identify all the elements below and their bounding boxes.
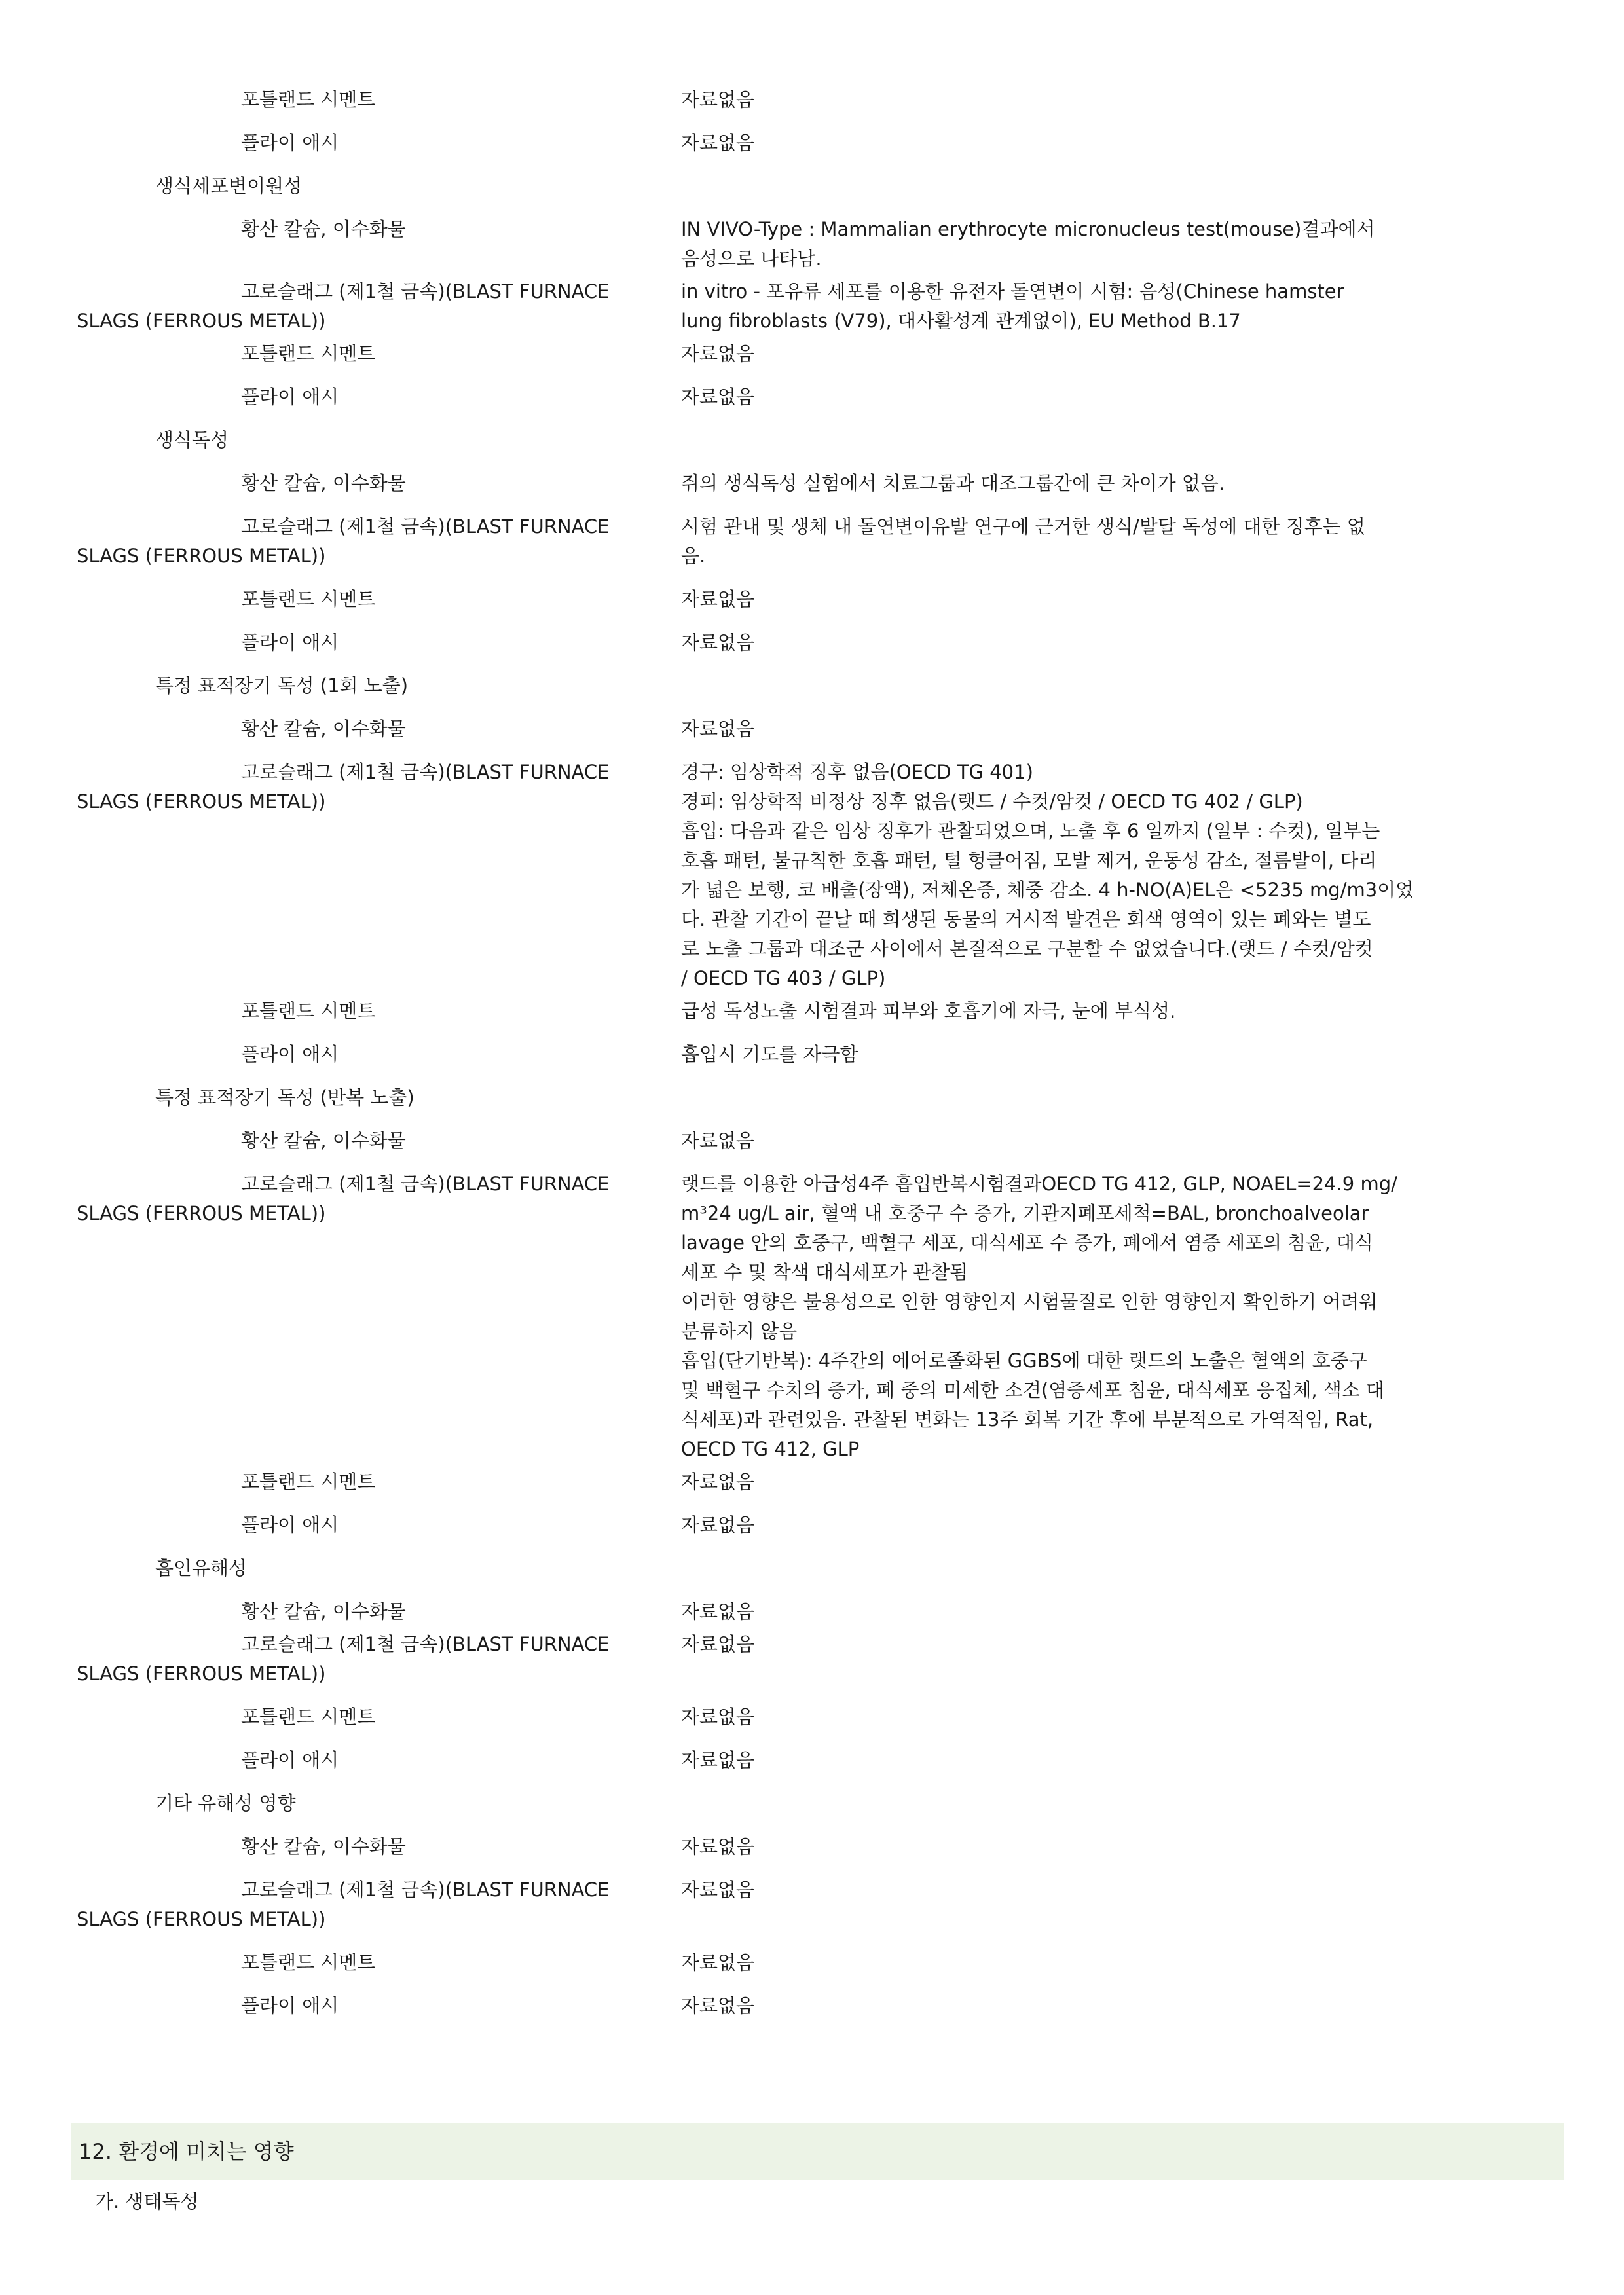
property-value <box>681 997 1477 1026</box>
value-line: 음성으로 나타남. <box>681 248 822 270</box>
property-value <box>681 339 1477 369</box>
substance-label-line: SLAGS (FERROUS METAL)) <box>77 1662 326 1685</box>
property-value <box>681 215 1477 274</box>
substance-label <box>0 1991 691 2021</box>
value-line: 자료없음 <box>681 588 755 610</box>
property-row <box>0 339 1624 369</box>
value-line: 자료없음 <box>681 386 755 408</box>
substance-label-line: SLAGS (FERROUS METAL)) <box>77 1202 326 1224</box>
substance-label <box>0 1832 691 1862</box>
section-subheading <box>0 671 1624 701</box>
property-row <box>0 277 1624 336</box>
substance-label-line: 고로슬래그 (제1철 금속)(BLAST FURNACE <box>241 761 610 783</box>
substance-label <box>0 1630 691 1689</box>
subheading-label: 특정 표적장기 독성 (1회 노출) <box>155 674 409 697</box>
substance-label <box>0 469 691 498</box>
subheading-label: 흡인유해성 <box>155 1557 248 1579</box>
property-row <box>0 1597 1624 1626</box>
substance-label-line: 고로슬래그 (제1철 금속)(BLAST FURNACE <box>241 280 610 303</box>
substance-label <box>0 277 691 336</box>
substance-label-line: 황산 칼슘, 이수화물 <box>241 1835 406 1858</box>
property-value <box>681 382 1477 412</box>
substance-label <box>0 215 691 244</box>
subheading-label: 특정 표적장기 독성 (반복 노출) <box>155 1086 415 1109</box>
property-value <box>681 1991 1477 2021</box>
property-row <box>0 1702 1624 1732</box>
substance-label-line: 플라이 애시 <box>241 386 339 408</box>
substance-label-line: SLAGS (FERROUS METAL)) <box>77 545 326 567</box>
property-value <box>681 469 1477 498</box>
substance-label <box>0 85 691 115</box>
substance-label-line: 플라이 애시 <box>241 1043 339 1065</box>
substance-label-line: 고로슬래그 (제1철 금속)(BLAST FURNACE <box>241 1879 610 1901</box>
value-line: 자료없음 <box>681 1706 755 1728</box>
value-line: OECD TG 412, GLP <box>681 1438 860 1460</box>
property-row <box>0 215 1624 274</box>
substance-label <box>0 1875 691 1934</box>
document-body <box>0 85 1624 2034</box>
value-line: 시험 관내 및 생체 내 돌연변이유발 연구에 근거한 생식/발달 독성에 대한 징후는 없 <box>681 515 1365 538</box>
substance-label-line: 포틀랜드 시멘트 <box>241 1000 376 1022</box>
substance-label-line: SLAGS (FERROUS METAL)) <box>77 790 326 813</box>
value-line: 자료없음 <box>681 1600 755 1623</box>
substance-label <box>0 1702 691 1732</box>
property-row <box>0 1746 1624 1775</box>
property-row <box>0 758 1624 993</box>
substance-label <box>0 339 691 369</box>
value-line: 급성 독성노출 시험결과 피부와 호흡기에 자극, 눈에 부식성. <box>681 1000 1176 1022</box>
value-line: 가 넓은 보행, 코 배출(장액), 저체온증, 체중 감소. 4 h-NO(A)EL은 <5235 mg/m3이었 <box>681 879 1414 901</box>
property-value <box>681 512 1477 571</box>
property-row <box>0 1169 1624 1464</box>
value-line: m³24 ug/L air, 혈액 내 호중구 수 증가, 기관지폐포세척=BAL, bronchoalveolar <box>681 1202 1369 1224</box>
value-line: 자료없음 <box>681 631 755 653</box>
substance-label-line: 포틀랜드 시멘트 <box>241 588 376 610</box>
value-line: 흡입: 다음과 같은 임상 징후가 관찰되었으며, 노출 후 6 일까지 (일부 : 수컷), 일부는 <box>681 820 1380 842</box>
value-line: 로 노출 그룹과 대조군 사이에서 본질적으로 구분할 수 없었습니다.(랫드 / 수컷/암컷 <box>681 938 1373 960</box>
property-row <box>0 128 1624 158</box>
substance-label <box>0 1597 691 1626</box>
substance-label-line: 포틀랜드 시멘트 <box>241 342 376 365</box>
substance-label-line: 플라이 애시 <box>241 631 339 653</box>
value-line: 자료없음 <box>681 1835 755 1858</box>
substance-label <box>0 512 691 571</box>
substance-label-line: 고로슬래그 (제1철 금속)(BLAST FURNACE <box>241 515 610 538</box>
property-value <box>681 1467 1477 1497</box>
property-value <box>681 1597 1477 1626</box>
property-row <box>0 628 1624 657</box>
property-value <box>681 1630 1477 1659</box>
property-row <box>0 469 1624 498</box>
value-line: 자료없음 <box>681 1633 755 1655</box>
property-row <box>0 85 1624 115</box>
property-value <box>681 585 1477 614</box>
value-line: 자료없음 <box>681 132 755 154</box>
substance-label-line: 포틀랜드 시멘트 <box>241 1471 376 1493</box>
property-row <box>0 1467 1624 1497</box>
property-row <box>0 512 1624 571</box>
subheading-label: 생식세포변이원성 <box>155 175 303 197</box>
value-line: 쥐의 생식독성 실험에서 치료그룹과 대조그룹간에 큰 차이가 없음. <box>681 472 1225 494</box>
property-row <box>0 1630 1624 1689</box>
value-line: / OECD TG 403 / GLP) <box>681 967 886 989</box>
value-line: 다. 관찰 기간이 끝날 때 희생된 동물의 거시적 발견은 회색 영역이 있는 폐와는 별도 <box>681 908 1371 930</box>
value-line: 자료없음 <box>681 1514 755 1536</box>
substance-label-line: 포틀랜드 시멘트 <box>241 1706 376 1728</box>
value-line: 음. <box>681 545 706 567</box>
value-line: 자료없음 <box>681 1749 755 1771</box>
value-line: 자료없음 <box>681 1951 755 1974</box>
substance-label <box>0 1467 691 1497</box>
substance-label-line: 황산 칼슘, 이수화물 <box>241 1600 406 1623</box>
property-value <box>681 128 1477 158</box>
value-line: 랫드를 이용한 아급성4주 흡입반복시험결과OECD TG 412, GLP, NOAEL=24.9 mg/ <box>681 1173 1397 1195</box>
property-row <box>0 382 1624 412</box>
substance-label-line: 황산 칼슘, 이수화물 <box>241 472 406 494</box>
property-value <box>681 1126 1477 1156</box>
value-line: 자료없음 <box>681 1879 755 1901</box>
substance-label-line: SLAGS (FERROUS METAL)) <box>77 1908 326 1930</box>
property-row <box>0 1040 1624 1069</box>
property-value <box>681 758 1477 993</box>
value-line: 자료없음 <box>681 718 755 740</box>
value-line: 및 백혈구 수치의 증가, 폐 중의 미세한 소견(염증세포 침윤, 대식세포 응집체, 색소 대 <box>681 1379 1385 1401</box>
section-subheading <box>0 1554 1624 1583</box>
section-subheading <box>0 426 1624 455</box>
value-line: 자료없음 <box>681 1129 755 1152</box>
substance-label <box>0 628 691 657</box>
substance-label-line: 황산 칼슘, 이수화물 <box>241 718 406 740</box>
subheading-label: 생식독성 <box>155 429 229 451</box>
property-row <box>0 1832 1624 1862</box>
substance-label-line: 황산 칼슘, 이수화물 <box>241 1129 406 1152</box>
property-row <box>0 585 1624 614</box>
substance-label <box>0 1511 691 1540</box>
substance-label-line: 플라이 애시 <box>241 1749 339 1771</box>
value-line: in vitro - 포유류 세포를 이용한 유전자 돌연변이 시험: 음성(Chinese hamster <box>681 280 1344 303</box>
property-value <box>681 1169 1477 1464</box>
value-line: 자료없음 <box>681 88 755 111</box>
substance-label <box>0 382 691 412</box>
substance-label <box>0 1169 691 1228</box>
substance-label <box>0 1948 691 1977</box>
substance-label <box>0 1746 691 1775</box>
subheading-label: 기타 유해성 영향 <box>155 1792 296 1814</box>
substance-label-line: 플라이 애시 <box>241 1514 339 1536</box>
substance-label-line: 포틀랜드 시멘트 <box>241 88 376 111</box>
value-line: 경구: 임상학적 징후 없음(OECD TG 401) <box>681 761 1033 783</box>
property-row <box>0 1991 1624 2021</box>
property-row <box>0 1948 1624 1977</box>
value-line: 자료없음 <box>681 1471 755 1493</box>
substance-label-line: 포틀랜드 시멘트 <box>241 1951 376 1974</box>
property-row <box>0 997 1624 1026</box>
property-row <box>0 1126 1624 1156</box>
substance-label <box>0 128 691 158</box>
property-value <box>681 1746 1477 1775</box>
substance-label <box>0 997 691 1026</box>
section-subheading <box>0 1789 1624 1818</box>
section-subheading <box>0 172 1624 201</box>
subsection-title: 가. 생태독성 <box>95 2190 199 2212</box>
property-value <box>681 277 1477 336</box>
value-line: 분류하지 않음 <box>681 1320 798 1342</box>
property-value <box>681 1040 1477 1069</box>
property-value <box>681 1511 1477 1540</box>
value-line: 식세포)과 관련있음. 관찰된 변화는 13주 회복 기간 후에 부분적으로 가역적임, Rat, <box>681 1408 1374 1431</box>
value-line: 호흡 패턴, 불규칙한 호흡 패턴, 털 헝클어짐, 모발 제거, 운동성 감소, 절름발이, 다리 <box>681 849 1377 872</box>
property-row <box>0 1875 1624 1934</box>
property-value <box>681 85 1477 115</box>
property-value <box>681 714 1477 744</box>
value-line: 흡입시 기도를 자극함 <box>681 1043 858 1065</box>
value-line: lavage 안의 호중구, 백혈구 세포, 대식세포 수 증가, 폐에서 염증 세포의 침윤, 대식 <box>681 1232 1373 1254</box>
property-value <box>681 1875 1477 1905</box>
substance-label-line: 플라이 애시 <box>241 1994 339 2017</box>
value-line: 이러한 영향은 불용성으로 인한 영향인지 시험물질로 인한 영향인지 확인하기 어려워 <box>681 1291 1378 1313</box>
substance-label <box>0 585 691 614</box>
substance-label <box>0 714 691 744</box>
value-line: 경피: 임상학적 비정상 징후 없음(랫드 / 수컷/암컷 / OECD TG 402 / GLP) <box>681 790 1303 813</box>
value-line: 자료없음 <box>681 1994 755 2017</box>
section-header <box>71 2123 1564 2180</box>
value-line: 세포 수 및 착색 대식세포가 관찰됨 <box>681 1261 969 1283</box>
section-title: 12. 환경에 미치는 영향 <box>79 2139 294 2164</box>
substance-label-line: 황산 칼슘, 이수화물 <box>241 218 406 240</box>
substance-label-line: 플라이 애시 <box>241 132 339 154</box>
value-line: 흡입(단기반복): 4주간의 에어로졸화된 GGBS에 대한 랫드의 노출은 혈액의 호중구 <box>681 1349 1367 1372</box>
substance-label-line: SLAGS (FERROUS METAL)) <box>77 310 326 332</box>
substance-label <box>0 1040 691 1069</box>
value-line: lung fibroblasts (V79), 대사활성계 관계없이), EU Method B.17 <box>681 310 1241 332</box>
substance-label <box>0 1126 691 1156</box>
property-value <box>681 1948 1477 1977</box>
section-subheading <box>0 1083 1624 1112</box>
substance-label-line: 고로슬래그 (제1철 금속)(BLAST FURNACE <box>241 1633 610 1655</box>
property-value <box>681 1702 1477 1732</box>
property-row <box>0 714 1624 744</box>
property-value <box>681 628 1477 657</box>
value-line: 자료없음 <box>681 342 755 365</box>
property-value <box>681 1832 1477 1862</box>
substance-label <box>0 758 691 817</box>
property-row <box>0 1511 1624 1540</box>
value-line: IN VIVO-Type : Mammalian erythrocyte micronucleus test(mouse)결과에서 <box>681 218 1375 240</box>
substance-label-line: 고로슬래그 (제1철 금속)(BLAST FURNACE <box>241 1173 610 1195</box>
